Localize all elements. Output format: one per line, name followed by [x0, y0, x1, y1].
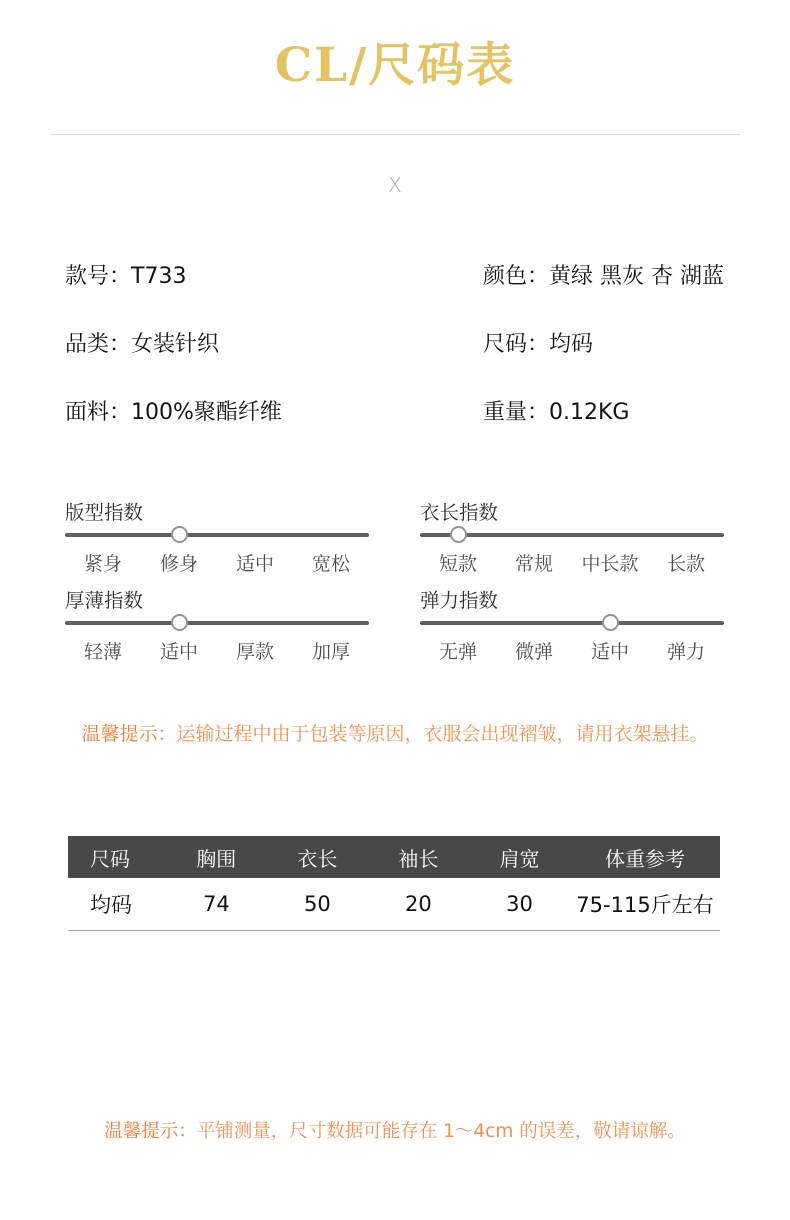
- slider-label: 轻薄: [83, 641, 122, 663]
- header-sleeve: 袖长: [398, 846, 439, 871]
- info-value: 0.12KG: [549, 400, 630, 425]
- slider-title: 衣长指数: [420, 501, 499, 524]
- header-shoulder: 肩宽: [499, 846, 540, 871]
- notice-prefix: 温馨提示：: [81, 723, 177, 745]
- slider-line: [420, 621, 724, 625]
- info-value: 黄绿 黑灰 杏 湖蓝: [549, 264, 724, 289]
- notice-prefix: 温馨提示：: [104, 1120, 197, 1142]
- slider-knob-icon: [602, 614, 619, 631]
- info-label: 重量：: [483, 400, 550, 425]
- slider-stretch-index: [420, 588, 745, 664]
- slider-track: [65, 614, 369, 631]
- measurement-tolerance-notice: [0, 1119, 790, 1145]
- slider-knob-icon: [171, 614, 188, 631]
- cell-sleeve: 20: [405, 891, 432, 916]
- slider-line: [65, 533, 369, 537]
- slider-label: 适中: [235, 553, 274, 575]
- cell-length: 50: [304, 891, 331, 916]
- slider-title: 厚薄指数: [65, 589, 144, 612]
- info-label: 颜色：: [483, 264, 550, 289]
- slider-label: 短款: [438, 553, 477, 575]
- slider-label: 弹力: [666, 641, 705, 663]
- slider-label: 厚款: [235, 641, 274, 663]
- slider-thickness-index: [65, 588, 395, 664]
- slider-label: 无弹: [438, 641, 477, 663]
- cell-size: 均码: [90, 892, 132, 917]
- info-item-category: [65, 331, 483, 359]
- slider-label: 宽松: [311, 553, 350, 575]
- slider-label: 长款: [666, 553, 705, 575]
- slider-labels: [65, 552, 369, 576]
- top-divider: [50, 134, 740, 135]
- info-label: 尺码：: [483, 332, 550, 357]
- cell-weight-ref: 75-115斤左右: [576, 892, 714, 917]
- slider-labels: [65, 640, 369, 664]
- table-header-row: [68, 836, 720, 878]
- info-label: 款号：: [65, 264, 132, 289]
- slider-label: 微弹: [514, 641, 553, 663]
- notice-text: 平铺测量，尺寸数据可能存在 1～4cm 的误差，敬请谅解。: [196, 1120, 686, 1142]
- slider-track: [420, 526, 724, 543]
- slider-label: 加厚: [311, 641, 350, 663]
- notice-text: 运输过程中由于包装等原因，衣服会出现褶皱，请用衣架悬挂。: [176, 723, 709, 745]
- product-info-grid: [65, 263, 745, 427]
- slider-knob-icon: [450, 526, 467, 543]
- header-size: 尺码: [90, 846, 130, 871]
- info-item-color: [483, 263, 745, 291]
- slider-title: 弹力指数: [420, 589, 499, 612]
- slider-length-index: [420, 500, 745, 576]
- cell-shoulder: 30: [506, 891, 533, 916]
- info-item-weight: [483, 399, 745, 427]
- info-value: 女装针织: [131, 332, 220, 357]
- info-label: 品类：: [65, 332, 132, 357]
- page-title: CL/尺码表: [274, 38, 516, 93]
- size-table-header: [68, 836, 720, 878]
- fit-index-section: [65, 500, 745, 664]
- info-value: T733: [131, 264, 187, 289]
- info-label: 面料：: [65, 400, 132, 425]
- slider-label: 适中: [590, 641, 629, 663]
- info-item-fabric: [65, 399, 483, 427]
- slider-labels: [420, 640, 724, 664]
- slider-label: 修身: [159, 553, 198, 575]
- header-weight-ref: 体重参考: [604, 846, 685, 871]
- slider-label: 中长款: [581, 553, 639, 575]
- slider-track: [65, 526, 369, 543]
- slider-title: 版型指数: [65, 501, 144, 524]
- broken-image-placeholder-icon: X: [388, 173, 402, 197]
- slider-track: [420, 614, 724, 631]
- info-value: 100%聚酯纤维: [131, 400, 282, 425]
- info-value: 均码: [549, 332, 594, 357]
- slider-label: 常规: [514, 553, 553, 575]
- info-item-model: [65, 263, 483, 291]
- table-row: [68, 878, 720, 930]
- cell-bust: 74: [202, 891, 230, 916]
- info-item-size: [483, 331, 745, 359]
- slider-line: [65, 621, 369, 625]
- slider-fit-index: [65, 500, 395, 576]
- slider-label: 适中: [159, 641, 198, 663]
- slider-knob-icon: [171, 526, 188, 543]
- header-bust: 胸围: [196, 846, 237, 871]
- size-table: [68, 836, 720, 931]
- slider-label: 紧身: [83, 553, 122, 575]
- header-length: 衣长: [297, 846, 338, 871]
- slider-labels: [420, 552, 724, 576]
- shipping-wrinkle-notice: [0, 721, 790, 747]
